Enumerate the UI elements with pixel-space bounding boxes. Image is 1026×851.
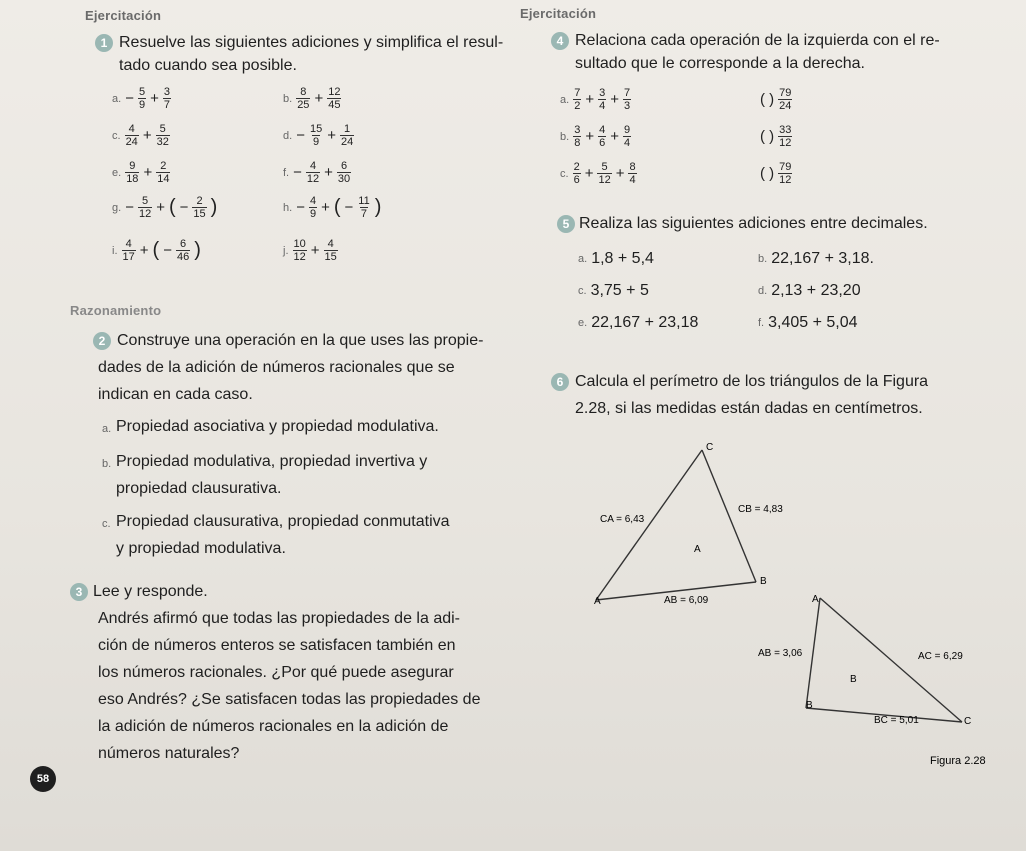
exercise-2-c-letter: c. [102, 518, 111, 530]
plus-sign: + [142, 127, 152, 144]
fraction: $\frac{4}{6}$ [599, 124, 606, 149]
exercise-2-number-badge: 2 [93, 332, 111, 350]
item-letter: b. [758, 253, 768, 265]
plus-sign: + [321, 199, 330, 216]
exercise-5-item [758, 250, 874, 268]
fraction: $\frac{1}{24}$ [340, 123, 354, 148]
exercise-1-item [112, 238, 201, 263]
triangle-2-label-bc: BC = 5,01 [874, 715, 919, 726]
exercise-1-item [283, 195, 381, 220]
item-letter: j. [283, 244, 289, 257]
triangle-1-side-cb [702, 450, 756, 582]
row-letter: b. [560, 130, 570, 143]
decimal-expression: 3,75 + 5 [590, 282, 649, 299]
razonamiento-title: Razonamiento [70, 303, 162, 318]
triangle-2-vertex-a: A [812, 594, 819, 605]
answer-parentheses: ( ) [760, 128, 775, 145]
triangle-1-vertex-b: B [760, 576, 767, 587]
exercise-2-c-text-1: Propiedad clausurativa, propiedad conmutativa [116, 513, 450, 530]
decimal-expression: 2,13 + 23,20 [771, 282, 861, 299]
exercise-1-number-badge: 1 [95, 34, 113, 52]
plus-sign: + [584, 165, 594, 182]
exercise-4-text-line-1: Relaciona cada operación de la izquierda con el re- [575, 32, 940, 49]
fraction: $\frac{3}{4}$ [599, 87, 606, 112]
item-letter: a. [112, 92, 122, 105]
triangle-2-vertex-b: B [806, 700, 813, 711]
exercise-2-line-3: indican en cada caso. [98, 386, 253, 403]
exercise-2-a-letter: a. [102, 423, 112, 435]
decimal-expression: 3,405 + 5,04 [768, 314, 858, 331]
minus-sign: − [344, 199, 354, 216]
triangle-1-vertex-a: A [594, 596, 601, 607]
exercise-4-answer[interactable] [760, 87, 792, 112]
open-paren: ( [152, 239, 160, 261]
plus-sign: + [610, 91, 619, 108]
item-letter: d. [283, 129, 293, 142]
fraction: $\frac{4}{24}$ [125, 123, 138, 148]
exercise-1-item [283, 160, 351, 185]
plus-sign: + [324, 164, 333, 181]
fraction: $\frac{8}{25}$ [297, 86, 310, 111]
triangle-1-vertex-c: C [706, 442, 714, 453]
exercise-3-line-5: la adición de números racionales en la adición de [98, 718, 449, 735]
fraction: $\frac{11}{7}$ [358, 195, 370, 220]
item-letter: d. [758, 285, 768, 297]
exercise-4-row [560, 124, 631, 149]
exercise-2-c-text-2: y propiedad modulativa. [116, 540, 286, 557]
figure-2-28-triangles [560, 430, 1000, 770]
plus-sign: + [327, 127, 336, 144]
answer-parentheses: ( ) [760, 91, 775, 108]
fraction: $\frac{4}{17}$ [122, 238, 135, 263]
close-paren: ) [210, 196, 218, 218]
fraction: $\frac{6}{46}$ [176, 238, 190, 263]
plus-sign: + [610, 128, 619, 145]
plus-sign: + [139, 242, 149, 259]
result-fraction: $\frac{79}{12}$ [779, 161, 792, 186]
exercise-1-item [112, 160, 170, 185]
fraction: $\frac{9}{4}$ [623, 124, 631, 149]
row-letter: a. [560, 93, 570, 106]
item-letter: e. [112, 166, 122, 179]
left-section-title: Ejercitación [85, 8, 162, 23]
exercise-1-text-line-1: Resuelve las siguientes adiciones y simplifica el resul- [119, 34, 504, 51]
exercise-1-item [112, 123, 170, 148]
item-letter: f. [283, 166, 290, 179]
fraction: $\frac{7}{2}$ [574, 87, 581, 112]
close-paren: ) [374, 196, 382, 218]
item-letter: c. [578, 285, 587, 297]
fraction: $\frac{15}{9}$ [309, 123, 323, 148]
item-letter: g. [112, 201, 122, 214]
triangle-1-label-ab: AB = 6,09 [664, 595, 709, 606]
fraction: $\frac{2}{15}$ [193, 195, 206, 220]
fraction: $\frac{4}{15}$ [324, 238, 337, 263]
exercise-2-b-text-2: propiedad clausurativa. [116, 480, 282, 497]
exercise-1-item [283, 123, 354, 148]
fraction: $\frac{2}{14}$ [157, 160, 170, 185]
triangle-1-label-ca: CA = 6,43 [600, 514, 645, 525]
item-letter: c. [112, 129, 121, 142]
exercise-5-item [758, 314, 858, 332]
triangle-2-label-ac: AC = 6,29 [918, 651, 963, 662]
minus-sign: − [296, 199, 305, 216]
exercise-3-line-6: números naturales? [98, 745, 240, 762]
fraction: $\frac{7}{3}$ [623, 87, 631, 112]
exercise-3-number-badge: 3 [70, 583, 88, 601]
triangle-1 [594, 442, 783, 607]
decimal-expression: 22,167 + 23,18 [591, 314, 699, 331]
fraction: $\frac{5}{9}$ [138, 86, 146, 111]
result-fraction: $\frac{33}{12}$ [779, 124, 792, 149]
open-paren: ( [168, 196, 176, 218]
exercise-6-number-badge: 6 [551, 373, 569, 391]
plus-sign: + [615, 165, 625, 182]
fraction: $\frac{3}{8}$ [574, 124, 581, 149]
exercise-1-item [112, 86, 171, 111]
exercise-5-item [578, 314, 698, 332]
exercise-4-number-badge: 4 [551, 32, 569, 50]
fraction: $\frac{5}{12}$ [598, 161, 611, 186]
plus-sign: + [314, 90, 324, 107]
exercise-3-line-4: eso Andrés? ¿Se satisfacen todas las propiedades de [98, 691, 481, 708]
exercise-3-title: Lee y responde. [93, 583, 208, 600]
exercise-1-item [283, 86, 341, 111]
triangle-1-side-ca [596, 450, 702, 600]
exercise-3-line-3: los números racionales. ¿Por qué puede asegurar [98, 664, 454, 681]
exercise-4-text-line-2: sultado que le corresponde a la derecha. [575, 55, 865, 72]
plus-sign: + [310, 242, 320, 259]
exercise-1-item [283, 238, 338, 263]
minus-sign: − [296, 127, 305, 144]
exercise-3-line-2: ción de números enteros se satisfacen también en [98, 637, 456, 654]
item-letter: i. [112, 244, 118, 257]
exercise-5-title: Realiza las siguientes adiciones entre decimales. [579, 215, 928, 232]
minus-sign: − [179, 199, 189, 216]
exercise-2-line-2: dades de la adición de números racionales que se [98, 359, 455, 376]
exercise-4-answer[interactable] [760, 124, 792, 149]
exercise-5-item [578, 282, 649, 300]
item-letter: e. [578, 317, 588, 329]
fraction: $\frac{2}{6}$ [573, 161, 580, 186]
exercise-2-line-1: Construye una operación en la que uses las propie- [117, 332, 484, 349]
row-letter: c. [560, 167, 569, 180]
right-section-title: Ejercitación [520, 6, 597, 21]
fraction: $\frac{9}{18}$ [126, 160, 139, 185]
decimal-expression: 1,8 + 5,4 [591, 250, 654, 267]
fraction: $\frac{5}{12}$ [138, 195, 152, 220]
exercise-4-answer[interactable] [760, 161, 792, 186]
open-paren: ( [333, 196, 341, 218]
item-letter: a. [578, 253, 588, 265]
exercise-4-row [560, 161, 637, 186]
exercise-5-item [578, 250, 654, 268]
exercise-2-b-text-1: Propiedad modulativa, propiedad invertiva y [116, 453, 428, 470]
exercise-5-number-badge: 5 [557, 215, 575, 233]
item-letter: b. [283, 92, 293, 105]
result-fraction: $\frac{79}{24}$ [779, 87, 792, 112]
triangle-2-side-ab [806, 598, 820, 708]
triangle-2 [758, 594, 971, 727]
triangle-1-label-cb: CB = 4,83 [738, 504, 783, 515]
page-number: 58 [30, 766, 56, 792]
plus-sign: + [585, 128, 595, 145]
exercise-4-row [560, 87, 631, 112]
fraction: $\frac{4}{12}$ [306, 160, 320, 185]
exercise-6-line-2: 2.28, si las medidas están dadas en centímetros. [575, 400, 923, 417]
fraction: $\frac{12}{45}$ [328, 86, 341, 111]
exercise-2-b-letter: b. [102, 458, 112, 470]
fraction: $\frac{4}{9}$ [309, 195, 317, 220]
plus-sign: + [150, 90, 159, 107]
plus-sign: + [143, 164, 153, 181]
fraction: $\frac{8}{4}$ [629, 161, 636, 186]
exercise-5-item [758, 282, 861, 300]
triangle-2-vertex-c: C [964, 716, 972, 727]
item-letter: f. [758, 317, 765, 329]
minus-sign: − [125, 199, 134, 216]
minus-sign: − [125, 90, 134, 107]
plus-sign: + [156, 199, 165, 216]
item-letter: h. [283, 201, 293, 214]
answer-parentheses: ( ) [760, 165, 775, 182]
fraction: $\frac{5}{32}$ [156, 123, 169, 148]
figure-caption: Figura 2.28 [930, 755, 986, 767]
exercise-1-text-line-2: tado cuando sea posible. [119, 57, 297, 74]
exercise-2-a-text: Propiedad asociativa y propiedad modulativa. [116, 418, 439, 435]
triangle-1-inner-label: A [694, 544, 701, 555]
decimal-expression: 22,167 + 3,18. [771, 250, 874, 267]
fraction: $\frac{6}{30}$ [337, 160, 351, 185]
minus-sign: − [163, 242, 172, 259]
triangle-2-label-ab: AB = 3,06 [758, 648, 803, 659]
exercise-1-item [112, 195, 217, 220]
exercise-3-line-1: Andrés afirmó que todas las propiedades de la adi- [98, 610, 460, 627]
plus-sign: + [585, 91, 595, 108]
minus-sign: − [293, 164, 302, 181]
fraction: $\frac{3}{7}$ [163, 86, 170, 111]
triangle-2-inner-label: B [850, 674, 857, 685]
exercise-6-line-1: Calcula el perímetro de los triángulos de la Figura [575, 373, 929, 390]
fraction: $\frac{10}{12}$ [293, 238, 306, 263]
close-paren: ) [194, 239, 201, 261]
